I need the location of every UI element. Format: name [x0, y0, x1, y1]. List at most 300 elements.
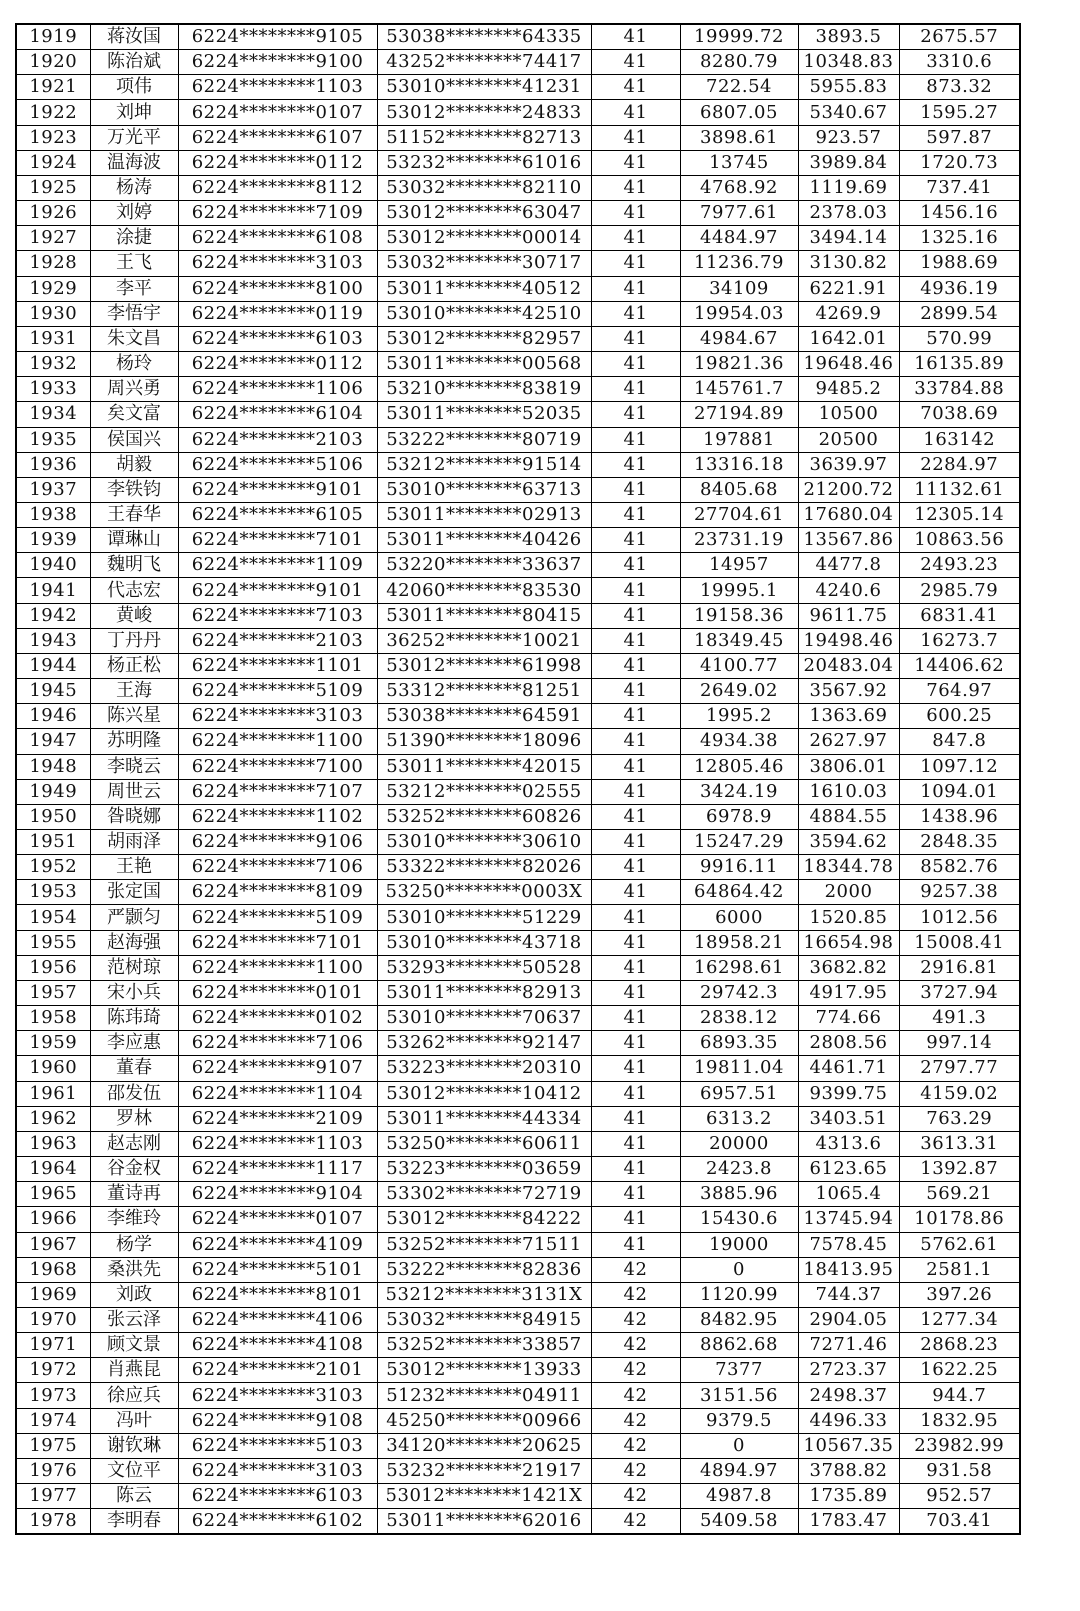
amount-a-cell: 27194.89	[680, 402, 798, 427]
amount-a-cell: 0	[680, 1433, 798, 1458]
amount-c-cell: 5762.61	[899, 1232, 1020, 1257]
name-cell: 董春	[90, 1056, 178, 1081]
id-number-cell: 53011********62016	[377, 1509, 591, 1535]
bank-card-cell: 6224********5109	[178, 905, 377, 930]
amount-a-cell: 3151.56	[680, 1383, 798, 1408]
name-cell: 赵海强	[90, 930, 178, 955]
row-number-cell: 1964	[16, 1157, 90, 1182]
name-cell: 桑洪先	[90, 1257, 178, 1282]
row-number-cell: 1919	[16, 24, 90, 50]
row-number-cell: 1957	[16, 980, 90, 1005]
table-row	[16, 1207, 1020, 1232]
row-number-cell: 1962	[16, 1106, 90, 1131]
id-number-cell: 53222********82836	[377, 1257, 591, 1282]
amount-c-cell: 33784.88	[899, 377, 1020, 402]
table-row	[16, 930, 1020, 955]
id-number-cell: 53012********00014	[377, 226, 591, 251]
name-cell: 昝晓娜	[90, 804, 178, 829]
amount-c-cell: 931.58	[899, 1458, 1020, 1483]
age-cell: 41	[591, 855, 680, 880]
amount-c-cell: 10863.56	[899, 528, 1020, 553]
id-number-cell: 53222********80719	[377, 427, 591, 452]
age-cell: 42	[591, 1358, 680, 1383]
id-number-cell: 53010********41231	[377, 75, 591, 100]
amount-c-cell: 570.99	[899, 326, 1020, 351]
table-row	[16, 1383, 1020, 1408]
row-number-cell: 1972	[16, 1358, 90, 1383]
amount-a-cell: 6957.51	[680, 1081, 798, 1106]
bank-card-cell: 6224********1103	[178, 75, 377, 100]
name-cell: 李悟宇	[90, 301, 178, 326]
amount-b-cell: 17680.04	[798, 502, 899, 527]
id-number-cell: 53012********82957	[377, 326, 591, 351]
id-number-cell: 53032********30717	[377, 251, 591, 276]
name-cell: 谢钦琳	[90, 1433, 178, 1458]
amount-c-cell: 2581.1	[899, 1257, 1020, 1282]
table-row	[16, 578, 1020, 603]
bank-card-cell: 6224********3103	[178, 1458, 377, 1483]
row-number-cell: 1958	[16, 1006, 90, 1031]
id-number-cell: 53223********03659	[377, 1157, 591, 1182]
amount-a-cell: 4768.92	[680, 175, 798, 200]
id-number-cell: 53212********91514	[377, 452, 591, 477]
amount-a-cell: 19995.1	[680, 578, 798, 603]
name-cell: 陈治斌	[90, 50, 178, 75]
age-cell: 42	[591, 1282, 680, 1307]
age-cell: 41	[591, 427, 680, 452]
table-row	[16, 804, 1020, 829]
row-number-cell: 1967	[16, 1232, 90, 1257]
amount-a-cell: 18958.21	[680, 930, 798, 955]
amount-c-cell: 6831.41	[899, 603, 1020, 628]
table-row	[16, 779, 1020, 804]
id-number-cell: 53293********50528	[377, 955, 591, 980]
bank-card-cell: 6224********5109	[178, 679, 377, 704]
table-row	[16, 679, 1020, 704]
amount-a-cell: 197881	[680, 427, 798, 452]
amount-a-cell: 4987.8	[680, 1484, 798, 1509]
table-row	[16, 1282, 1020, 1307]
bank-card-cell: 6224********6108	[178, 226, 377, 251]
bank-card-cell: 6224********6103	[178, 326, 377, 351]
row-number-cell: 1975	[16, 1433, 90, 1458]
bank-card-cell: 6224********6104	[178, 402, 377, 427]
amount-a-cell: 7977.61	[680, 201, 798, 226]
id-number-cell: 53011********02913	[377, 502, 591, 527]
id-number-cell: 51152********82713	[377, 125, 591, 150]
table-row	[16, 301, 1020, 326]
age-cell: 41	[591, 653, 680, 678]
amount-c-cell: 1097.12	[899, 754, 1020, 779]
age-cell: 41	[591, 704, 680, 729]
id-number-cell: 53032********84915	[377, 1307, 591, 1332]
amount-b-cell: 10500	[798, 402, 899, 427]
amount-a-cell: 8405.68	[680, 477, 798, 502]
amount-a-cell: 9379.5	[680, 1408, 798, 1433]
name-cell: 李维玲	[90, 1207, 178, 1232]
age-cell: 41	[591, 50, 680, 75]
table-row	[16, 1484, 1020, 1509]
name-cell: 顾文景	[90, 1333, 178, 1358]
name-cell: 丁丹丹	[90, 628, 178, 653]
table-row	[16, 1433, 1020, 1458]
age-cell: 41	[591, 980, 680, 1005]
amount-b-cell: 3788.82	[798, 1458, 899, 1483]
amount-b-cell: 3893.5	[798, 24, 899, 50]
amount-a-cell: 27704.61	[680, 502, 798, 527]
bank-card-cell: 6224********9107	[178, 1056, 377, 1081]
amount-b-cell: 2904.05	[798, 1307, 899, 1332]
amount-a-cell: 20000	[680, 1131, 798, 1156]
amount-a-cell: 19954.03	[680, 301, 798, 326]
amount-b-cell: 2627.97	[798, 729, 899, 754]
amount-a-cell: 12805.46	[680, 754, 798, 779]
age-cell: 41	[591, 226, 680, 251]
age-cell: 42	[591, 1333, 680, 1358]
bank-card-cell: 6224********2103	[178, 427, 377, 452]
amount-b-cell: 3494.14	[798, 226, 899, 251]
table-row	[16, 50, 1020, 75]
amount-b-cell: 5955.83	[798, 75, 899, 100]
amount-b-cell: 6123.65	[798, 1157, 899, 1182]
amount-b-cell: 4269.9	[798, 301, 899, 326]
table-row	[16, 528, 1020, 553]
age-cell: 41	[591, 276, 680, 301]
amount-b-cell: 20500	[798, 427, 899, 452]
table-row	[16, 201, 1020, 226]
id-number-cell: 53011********00568	[377, 352, 591, 377]
amount-a-cell: 4100.77	[680, 653, 798, 678]
age-cell: 41	[591, 326, 680, 351]
amount-a-cell: 2649.02	[680, 679, 798, 704]
name-cell: 董诗再	[90, 1182, 178, 1207]
amount-a-cell: 8280.79	[680, 50, 798, 75]
row-number-cell: 1930	[16, 301, 90, 326]
name-cell: 宋小兵	[90, 980, 178, 1005]
amount-c-cell: 997.14	[899, 1031, 1020, 1056]
bank-card-cell: 6224********8101	[178, 1282, 377, 1307]
table-row	[16, 1081, 1020, 1106]
name-cell: 杨学	[90, 1232, 178, 1257]
id-number-cell: 53010********30610	[377, 830, 591, 855]
name-cell: 赵志刚	[90, 1131, 178, 1156]
amount-c-cell: 1622.25	[899, 1358, 1020, 1383]
bank-card-cell: 6224********7100	[178, 754, 377, 779]
age-cell: 41	[591, 1131, 680, 1156]
name-cell: 侯国兴	[90, 427, 178, 452]
bank-card-cell: 6224********9100	[178, 50, 377, 75]
amount-c-cell: 952.57	[899, 1484, 1020, 1509]
amount-c-cell: 14406.62	[899, 653, 1020, 678]
id-number-cell: 53220********33637	[377, 553, 591, 578]
row-number-cell: 1933	[16, 377, 90, 402]
row-number-cell: 1953	[16, 880, 90, 905]
amount-a-cell: 8862.68	[680, 1333, 798, 1358]
id-number-cell: 53232********61016	[377, 150, 591, 175]
table-row	[16, 1257, 1020, 1282]
age-cell: 42	[591, 1509, 680, 1535]
table-row	[16, 1358, 1020, 1383]
amount-c-cell: 600.25	[899, 704, 1020, 729]
row-number-cell: 1968	[16, 1257, 90, 1282]
amount-b-cell: 3130.82	[798, 251, 899, 276]
bank-card-cell: 6224********3103	[178, 1383, 377, 1408]
amount-a-cell: 11236.79	[680, 251, 798, 276]
amount-c-cell: 15008.41	[899, 930, 1020, 955]
amount-a-cell: 23731.19	[680, 528, 798, 553]
id-number-cell: 53012********10412	[377, 1081, 591, 1106]
id-number-cell: 53212********3131X	[377, 1282, 591, 1307]
data-table	[15, 23, 1021, 1535]
bank-card-cell: 6224********1109	[178, 553, 377, 578]
amount-a-cell: 34109	[680, 276, 798, 301]
id-number-cell: 53252********71511	[377, 1232, 591, 1257]
amount-a-cell: 19000	[680, 1232, 798, 1257]
name-cell: 黄峻	[90, 603, 178, 628]
id-number-cell: 53250********60611	[377, 1131, 591, 1156]
name-cell: 刘婷	[90, 201, 178, 226]
bank-card-cell: 6224********4109	[178, 1232, 377, 1257]
id-number-cell: 53212********02555	[377, 779, 591, 804]
age-cell: 41	[591, 528, 680, 553]
amount-c-cell: 847.8	[899, 729, 1020, 754]
age-cell: 42	[591, 1484, 680, 1509]
bank-card-cell: 6224********7101	[178, 528, 377, 553]
bank-card-cell: 6224********7106	[178, 855, 377, 880]
table-row	[16, 553, 1020, 578]
name-cell: 刘坤	[90, 100, 178, 125]
table-row	[16, 150, 1020, 175]
amount-b-cell: 19498.46	[798, 628, 899, 653]
id-number-cell: 53011********42015	[377, 754, 591, 779]
row-number-cell: 1977	[16, 1484, 90, 1509]
id-number-cell: 53011********80415	[377, 603, 591, 628]
table-row	[16, 452, 1020, 477]
amount-c-cell: 7038.69	[899, 402, 1020, 427]
table-row	[16, 251, 1020, 276]
row-number-cell: 1947	[16, 729, 90, 754]
name-cell: 李明春	[90, 1509, 178, 1535]
id-number-cell: 53011********52035	[377, 402, 591, 427]
age-cell: 41	[591, 754, 680, 779]
bank-card-cell: 6224********5106	[178, 452, 377, 477]
id-number-cell: 51232********04911	[377, 1383, 591, 1408]
amount-b-cell: 4884.55	[798, 804, 899, 829]
amount-c-cell: 873.32	[899, 75, 1020, 100]
bank-card-cell: 6224********3103	[178, 704, 377, 729]
table-row	[16, 125, 1020, 150]
amount-c-cell: 1456.16	[899, 201, 1020, 226]
id-number-cell: 53252********60826	[377, 804, 591, 829]
amount-a-cell: 13745	[680, 150, 798, 175]
amount-b-cell: 7578.45	[798, 1232, 899, 1257]
amount-a-cell: 19821.36	[680, 352, 798, 377]
amount-c-cell: 763.29	[899, 1106, 1020, 1131]
bank-card-cell: 6224********9105	[178, 24, 377, 50]
table-row	[16, 628, 1020, 653]
bank-card-cell: 6224********0107	[178, 1207, 377, 1232]
name-cell: 温海波	[90, 150, 178, 175]
id-number-cell: 53223********20310	[377, 1056, 591, 1081]
id-number-cell: 53262********92147	[377, 1031, 591, 1056]
bank-card-cell: 6224********7107	[178, 779, 377, 804]
age-cell: 41	[591, 955, 680, 980]
name-cell: 王飞	[90, 251, 178, 276]
amount-c-cell: 737.41	[899, 175, 1020, 200]
bank-card-cell: 6224********8100	[178, 276, 377, 301]
id-number-cell: 53012********1421X	[377, 1484, 591, 1509]
age-cell: 41	[591, 352, 680, 377]
amount-c-cell: 569.21	[899, 1182, 1020, 1207]
age-cell: 41	[591, 603, 680, 628]
bank-card-cell: 6224********1101	[178, 653, 377, 678]
name-cell: 周兴勇	[90, 377, 178, 402]
amount-b-cell: 10348.83	[798, 50, 899, 75]
bank-card-cell: 6224********0112	[178, 150, 377, 175]
amount-c-cell: 1988.69	[899, 251, 1020, 276]
amount-c-cell: 3613.31	[899, 1131, 1020, 1156]
id-number-cell: 53010********70637	[377, 1006, 591, 1031]
amount-b-cell: 13567.86	[798, 528, 899, 553]
row-number-cell: 1929	[16, 276, 90, 301]
age-cell: 41	[591, 1182, 680, 1207]
bank-card-cell: 6224********8109	[178, 880, 377, 905]
table-row	[16, 1333, 1020, 1358]
amount-a-cell: 3885.96	[680, 1182, 798, 1207]
row-number-cell: 1920	[16, 50, 90, 75]
amount-a-cell: 4984.67	[680, 326, 798, 351]
amount-b-cell: 2723.37	[798, 1358, 899, 1383]
table-row	[16, 276, 1020, 301]
amount-c-cell: 703.41	[899, 1509, 1020, 1535]
name-cell: 杨玲	[90, 352, 178, 377]
id-number-cell: 34120********20625	[377, 1433, 591, 1458]
id-number-cell: 53210********83819	[377, 377, 591, 402]
name-cell: 胡雨泽	[90, 830, 178, 855]
amount-c-cell: 2848.35	[899, 830, 1020, 855]
amount-b-cell: 18413.95	[798, 1257, 899, 1282]
bank-card-cell: 6224********9101	[178, 477, 377, 502]
amount-b-cell: 1520.85	[798, 905, 899, 930]
amount-a-cell: 16298.61	[680, 955, 798, 980]
bank-card-cell: 6224********7103	[178, 603, 377, 628]
table-row	[16, 603, 1020, 628]
row-number-cell: 1974	[16, 1408, 90, 1433]
amount-b-cell: 4477.8	[798, 553, 899, 578]
id-number-cell: 51390********18096	[377, 729, 591, 754]
amount-c-cell: 944.7	[899, 1383, 1020, 1408]
amount-c-cell: 1012.56	[899, 905, 1020, 930]
amount-b-cell: 13745.94	[798, 1207, 899, 1232]
name-cell: 李铁钧	[90, 477, 178, 502]
row-number-cell: 1951	[16, 830, 90, 855]
row-number-cell: 1955	[16, 930, 90, 955]
age-cell: 41	[591, 779, 680, 804]
name-cell: 杨正松	[90, 653, 178, 678]
table-row	[16, 1509, 1020, 1535]
amount-c-cell: 2899.54	[899, 301, 1020, 326]
name-cell: 李晓云	[90, 754, 178, 779]
bank-card-cell: 6224********7109	[178, 201, 377, 226]
id-number-cell: 53312********81251	[377, 679, 591, 704]
amount-b-cell: 1735.89	[798, 1484, 899, 1509]
amount-a-cell: 15247.29	[680, 830, 798, 855]
name-cell: 谷金权	[90, 1157, 178, 1182]
id-number-cell: 53012********13933	[377, 1358, 591, 1383]
row-number-cell: 1928	[16, 251, 90, 276]
amount-a-cell: 8482.95	[680, 1307, 798, 1332]
bank-card-cell: 6224********1117	[178, 1157, 377, 1182]
table-row	[16, 1006, 1020, 1031]
name-cell: 罗林	[90, 1106, 178, 1131]
id-number-cell: 36252********10021	[377, 628, 591, 653]
table-row	[16, 729, 1020, 754]
row-number-cell: 1943	[16, 628, 90, 653]
row-number-cell: 1936	[16, 452, 90, 477]
bank-card-cell: 6224********6105	[178, 502, 377, 527]
amount-a-cell: 6000	[680, 905, 798, 930]
name-cell: 代志宏	[90, 578, 178, 603]
age-cell: 41	[591, 377, 680, 402]
id-number-cell: 53012********24833	[377, 100, 591, 125]
name-cell: 陈兴星	[90, 704, 178, 729]
amount-b-cell: 3639.97	[798, 452, 899, 477]
name-cell: 范树琼	[90, 955, 178, 980]
row-number-cell: 1924	[16, 150, 90, 175]
age-cell: 41	[591, 1106, 680, 1131]
row-number-cell: 1956	[16, 955, 90, 980]
name-cell: 冯叶	[90, 1408, 178, 1433]
amount-c-cell: 10178.86	[899, 1207, 1020, 1232]
amount-a-cell: 6893.35	[680, 1031, 798, 1056]
amount-b-cell: 3594.62	[798, 830, 899, 855]
bank-card-cell: 6224********9108	[178, 1408, 377, 1433]
table-row	[16, 653, 1020, 678]
age-cell: 41	[591, 905, 680, 930]
row-number-cell: 1963	[16, 1131, 90, 1156]
amount-b-cell: 2000	[798, 880, 899, 905]
id-number-cell: 45250********00966	[377, 1408, 591, 1433]
bank-card-cell: 6224********1100	[178, 729, 377, 754]
amount-c-cell: 1832.95	[899, 1408, 1020, 1433]
bank-card-cell: 6224********7106	[178, 1031, 377, 1056]
table-row	[16, 100, 1020, 125]
amount-a-cell: 13316.18	[680, 452, 798, 477]
amount-b-cell: 19648.46	[798, 352, 899, 377]
bank-card-cell: 6224********2103	[178, 628, 377, 653]
bank-card-cell: 6224********8112	[178, 175, 377, 200]
id-number-cell: 53252********33857	[377, 1333, 591, 1358]
id-number-cell: 42060********83530	[377, 578, 591, 603]
row-number-cell: 1931	[16, 326, 90, 351]
table-row	[16, 1307, 1020, 1332]
row-number-cell: 1922	[16, 100, 90, 125]
table-row	[16, 830, 1020, 855]
amount-b-cell: 3989.84	[798, 150, 899, 175]
amount-c-cell: 2985.79	[899, 578, 1020, 603]
amount-b-cell: 9611.75	[798, 603, 899, 628]
age-cell: 41	[591, 553, 680, 578]
bank-card-cell: 6224********0112	[178, 352, 377, 377]
row-number-cell: 1935	[16, 427, 90, 452]
row-number-cell: 1971	[16, 1333, 90, 1358]
age-cell: 41	[591, 452, 680, 477]
amount-c-cell: 1392.87	[899, 1157, 1020, 1182]
age-cell: 42	[591, 1408, 680, 1433]
bank-card-cell: 6224********9106	[178, 830, 377, 855]
amount-c-cell: 1595.27	[899, 100, 1020, 125]
amount-a-cell: 19158.36	[680, 603, 798, 628]
